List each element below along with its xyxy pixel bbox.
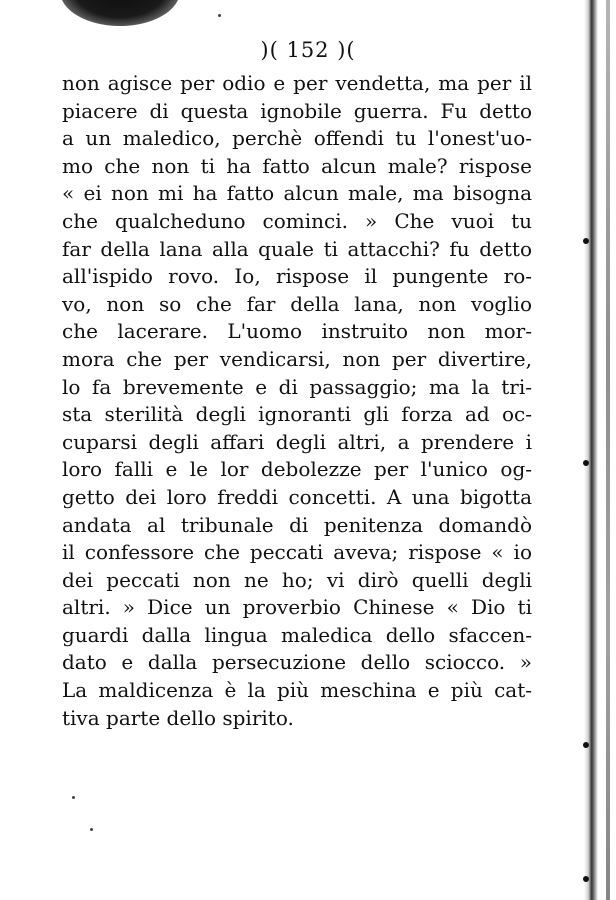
ink-blot xyxy=(60,0,180,26)
text-line: vo, non so che far della lana, non voglio xyxy=(62,291,532,316)
page-body-text xyxy=(62,70,532,732)
text-line: non agisce per odio e per vendetta, ma per il xyxy=(62,71,532,95)
text-line: guardi dalla lingua maledica dello sfaccen- xyxy=(62,622,532,647)
binding-mark xyxy=(583,742,589,748)
speck xyxy=(90,828,93,831)
text-line: loro falli e le lor debolezze per l'unico og- xyxy=(62,457,532,482)
text-line: « ei non mi ha fatto alcun male, ma bisogna xyxy=(62,181,532,206)
binding-mark xyxy=(583,238,589,244)
text-line: il confessore che peccati aveva; rispose « io xyxy=(62,540,532,565)
text-line: sta sterilità degli ignoranti gli forza ad oc- xyxy=(62,402,532,427)
binding-mark xyxy=(583,460,589,466)
text-line: che lacerare. L'uomo instruito non mor- xyxy=(62,319,532,344)
text-line: La maldicenza è la più meschina e più cat- xyxy=(62,678,532,703)
text-line: far della lana alla quale ti attacchi? fu detto xyxy=(62,236,532,261)
text-line: che qualcheduno cominci. » Che vuoi tu xyxy=(62,208,532,233)
book-spine-shadow xyxy=(584,0,598,900)
speck xyxy=(72,796,75,799)
text-line: mora che per vendicarsi, non per divertire, xyxy=(62,346,532,371)
text-line: a un maledico, perchè offendi tu l'onest'uo- xyxy=(62,126,532,151)
text-line: andata al tribunale di penitenza domandò xyxy=(62,512,532,537)
binding-mark xyxy=(583,876,589,882)
speck xyxy=(218,14,221,17)
text-line: getto dei loro freddi concetti. A una bigotta xyxy=(62,484,532,509)
text-line: all'ispido rovo. Io, rispose il pungente ro- xyxy=(62,264,532,289)
page-number: )( 152 )( xyxy=(260,38,356,62)
text-line: cuparsi degli affari degli altri, a prendere i xyxy=(62,429,532,454)
text-line: dato e dalla persecuzione dello sciocco. » xyxy=(62,650,532,675)
text-line: lo fa brevemente e di passaggio; ma la tri- xyxy=(62,374,532,399)
page-edge xyxy=(606,0,610,900)
text-line: tiva parte dello spirito. xyxy=(62,705,294,730)
text-line: piacere di questa ignobile guerra. Fu detto xyxy=(62,98,532,123)
text-line: dei peccati non ne ho; vi dirò quelli degli xyxy=(62,567,532,592)
text-line: altri. » Dice un proverbio Chinese « Dio ti xyxy=(62,595,532,620)
text-line: mo che non ti ha fatto alcun male? rispose xyxy=(62,153,532,178)
